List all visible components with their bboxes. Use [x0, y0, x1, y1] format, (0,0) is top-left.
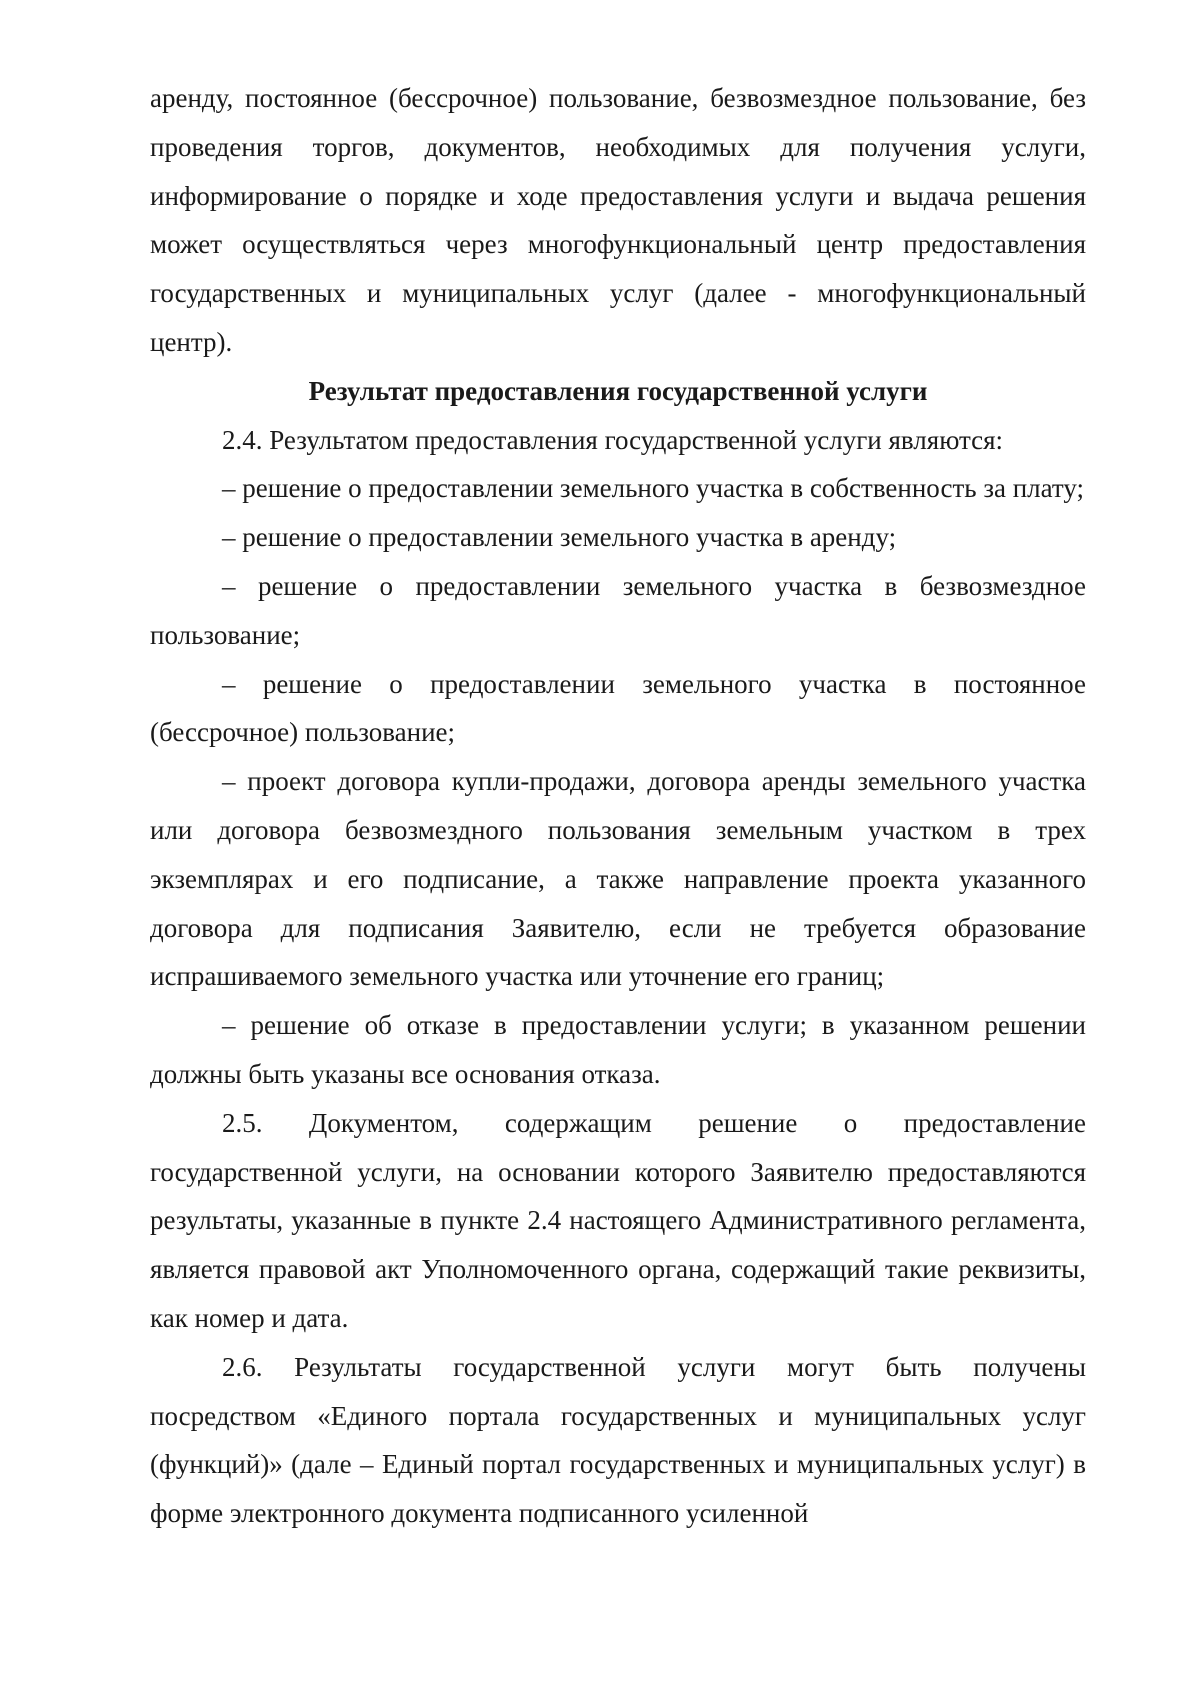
paragraph-continuation: аренду, постоянное (бессрочное) пользование, безвозмездное пользование, без проведения торгов, документов, необходимых для получения услуги, информирование о порядке и ходе предоставления услуги и выдача решения может осуществляться через многофункциональный центр предоставления государственных и муниципальных услуг (далее - многофункциональный центр).	[150, 83, 1086, 357]
result-item: – проект договора купли-продажи, договора аренды земельного участка или договора безвозмездного пользования земельным участком в трех экземплярах и его подписание, а также направление проекта указанного договора для подписания Заявителю, если не требуется образование испрашиваемого земельного участка или уточнение его границ;	[150, 766, 1086, 992]
result-item: – решение о предоставлении земельного участка в безвозмездное пользование;	[150, 570, 1086, 650]
section-2-4-intro: 2.4. Результатом предоставления государственной услуги являются:	[222, 424, 1004, 455]
result-item: – решение о предоставлении земельного участка в аренду;	[222, 522, 897, 553]
result-item: – решение об отказе в предоставлении услуги; в указанном решении должны быть указаны все основания отказа.	[150, 1010, 1086, 1089]
document-body	[150, 74, 1086, 1538]
section-heading: Результат предоставления государственной услуги	[308, 375, 928, 406]
section-2-6: 2.6. Результаты государственной услуги могут быть получены посредством «Единого портала государственных и муниципальных услуг (функций)» (дале – Единый портал государственных и муниципальных услуг) в форме электронного документа подписанного усиленной	[150, 1351, 1086, 1529]
section-2-5: 2.5. Документом, содержащим решение о предоставление государственной услуги, на основании которого Заявителю предоставляются результаты, указанные в пункте 2.4 настоящего Административного регламента, является правовой акт Уполномоченного органа, содержащий такие реквизиты, как номер и дата.	[150, 1107, 1086, 1333]
result-item: – решение о предоставлении земельного участка в собственность за плату;	[222, 473, 1085, 504]
result-item: – решение о предоставлении земельного участка в постоянное (бессрочное) пользование;	[150, 668, 1086, 748]
